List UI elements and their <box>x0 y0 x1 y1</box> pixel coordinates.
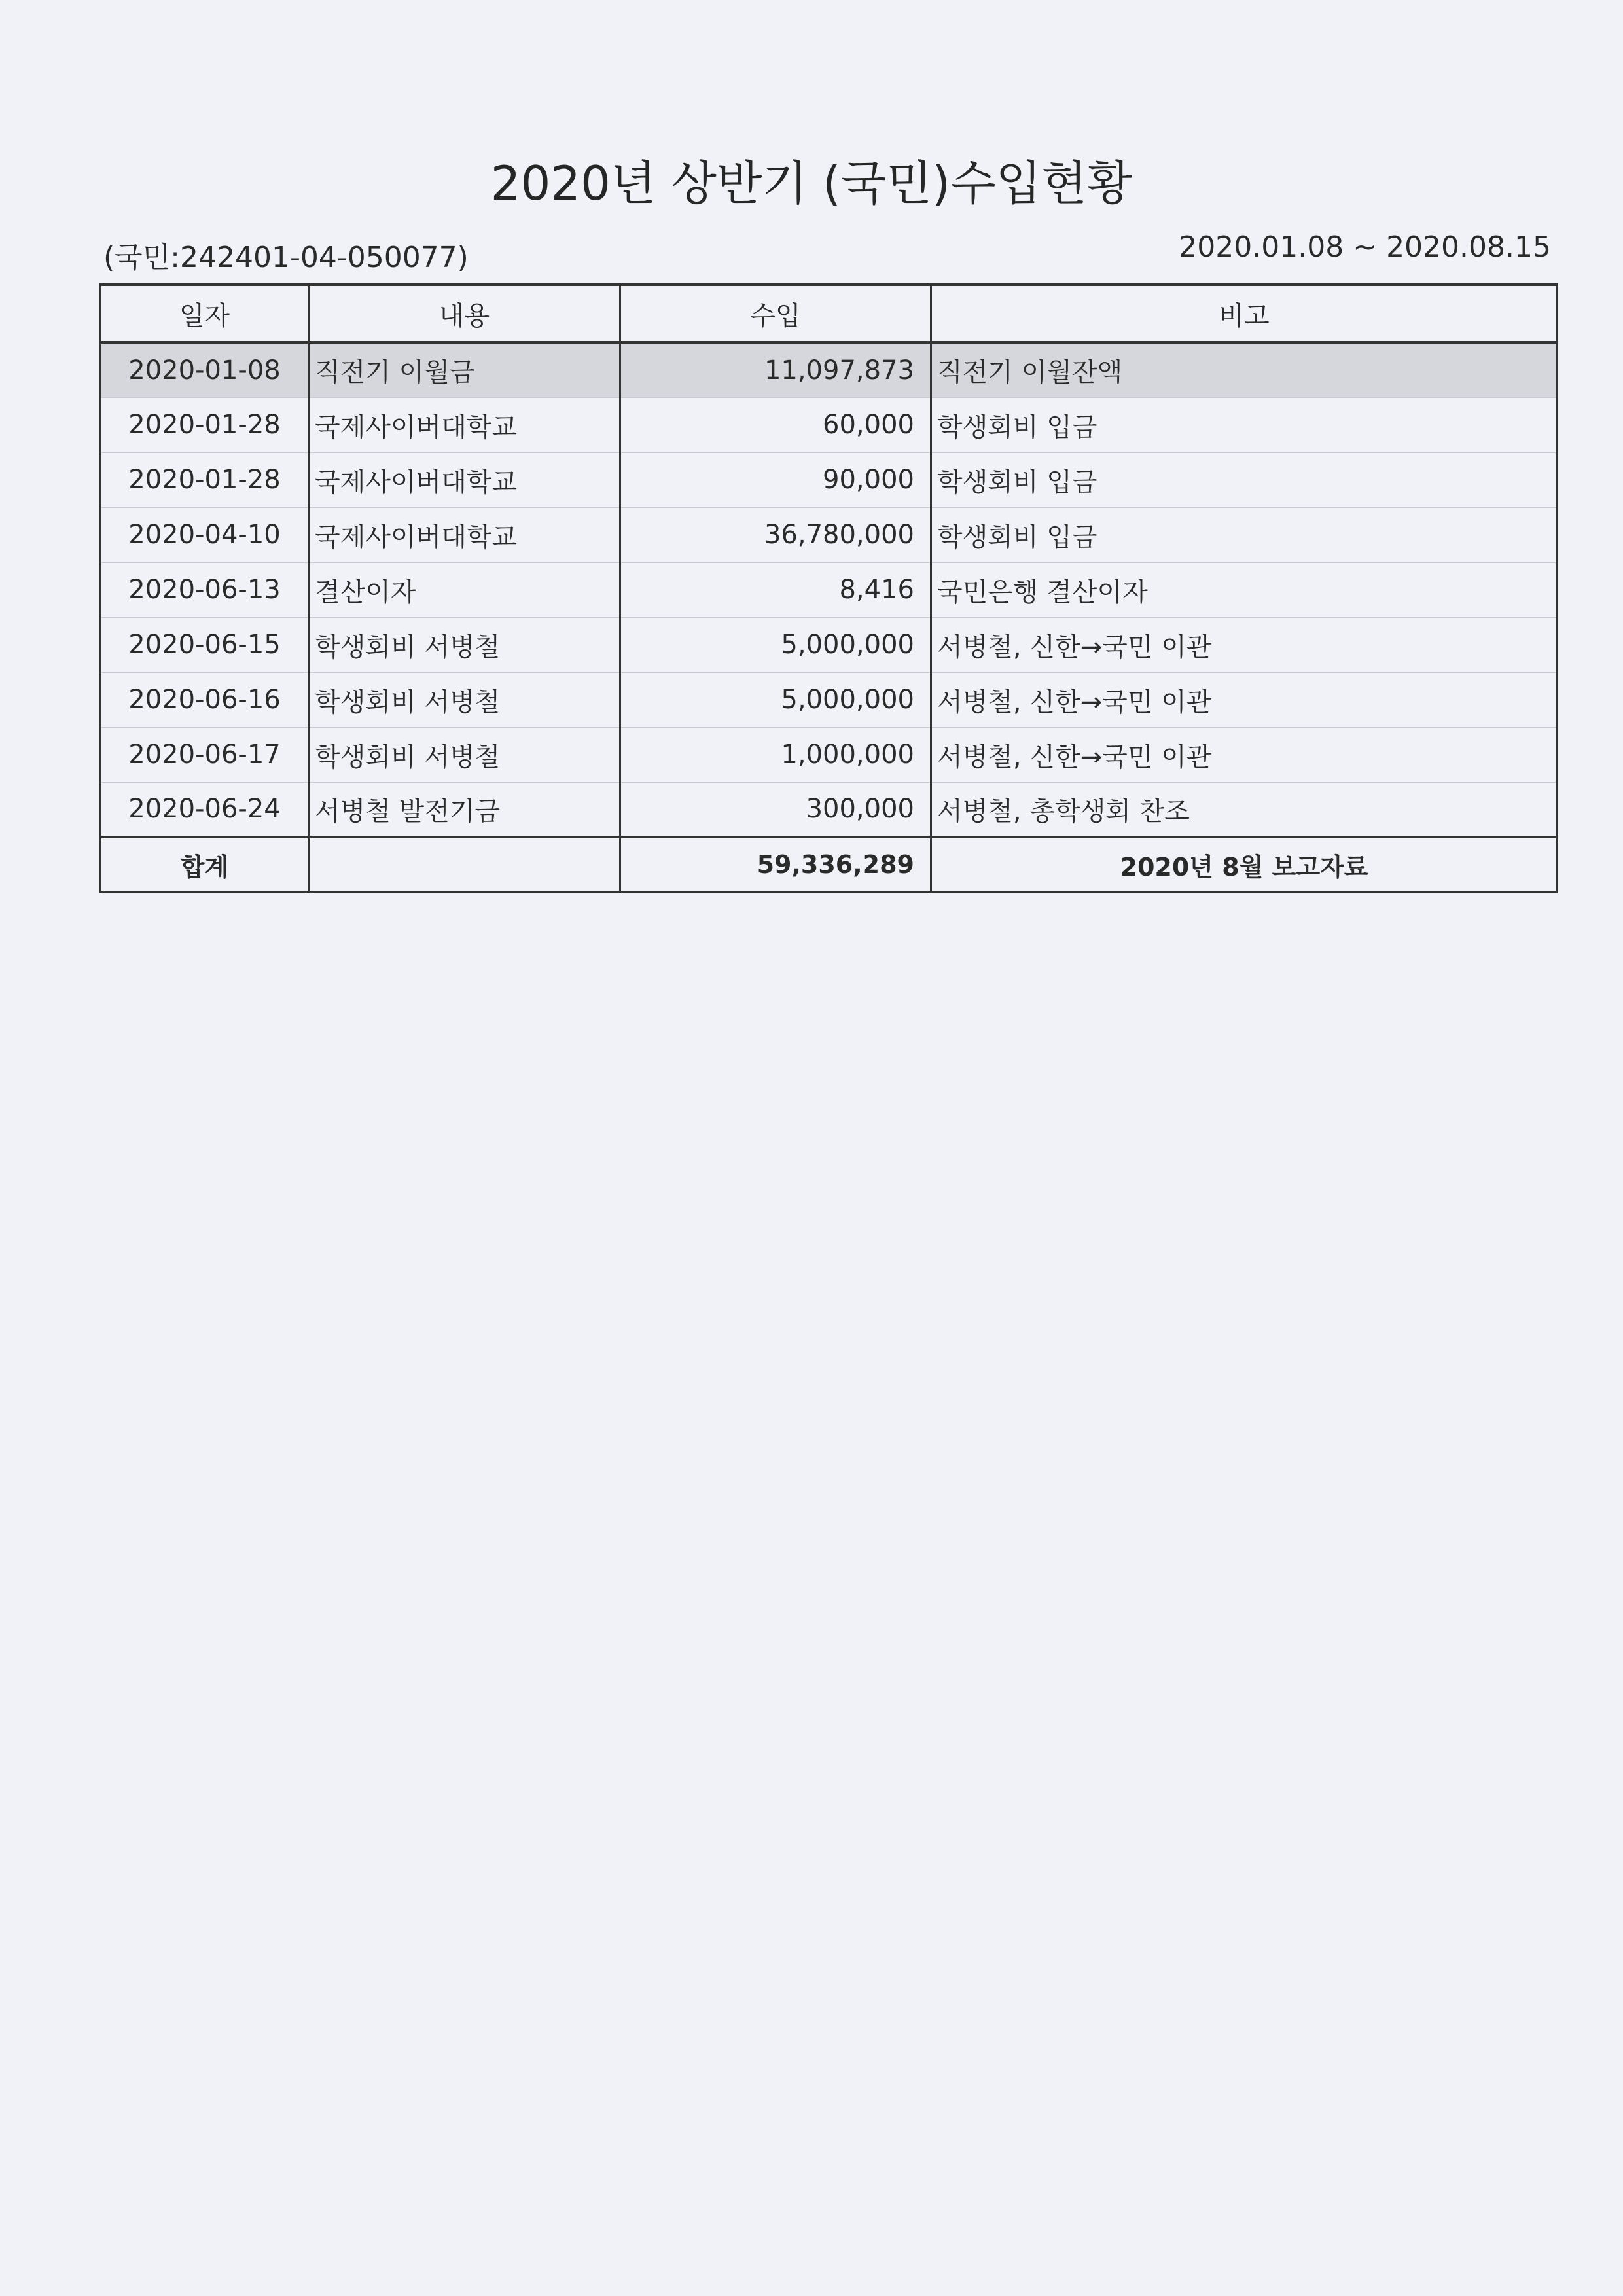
cell-amount: 8,416 <box>620 562 931 617</box>
cell-amount: 11,097,873 <box>620 342 931 397</box>
report-period: 2020.01.08 ~ 2020.08.15 <box>1179 230 1551 264</box>
document-title: 2020년 상반기 (국민)수입현황 <box>490 156 1133 211</box>
cell-amount: 1,000,000 <box>620 727 931 782</box>
table-row <box>101 672 1558 727</box>
column-header-description: 내용 <box>309 285 620 342</box>
cell-description: 직전기 이월금 <box>309 342 620 397</box>
cell-date: 2020-01-08 <box>101 342 309 397</box>
cell-description: 국제사이버대학교 <box>309 452 620 507</box>
total-amount: 59,336,289 <box>620 837 931 892</box>
table-row <box>101 782 1558 837</box>
cell-note: 서병철, 신한→국민 이관 <box>931 617 1558 672</box>
table-row <box>101 507 1558 562</box>
cell-amount: 60,000 <box>620 397 931 452</box>
cell-note: 학생회비 입금 <box>931 452 1558 507</box>
cell-note: 학생회비 입금 <box>931 507 1558 562</box>
table-row <box>101 397 1558 452</box>
table-row <box>101 617 1558 672</box>
cell-amount: 5,000,000 <box>620 672 931 727</box>
cell-date: 2020-06-15 <box>101 617 309 672</box>
cell-amount: 5,000,000 <box>620 617 931 672</box>
column-header-income: 수입 <box>620 285 931 342</box>
total-description <box>309 837 620 892</box>
total-label: 합계 <box>101 837 309 892</box>
account-number: (국민:242401-04-050077) <box>103 241 469 274</box>
cell-amount: 300,000 <box>620 782 931 837</box>
cell-description: 학생회비 서병철 <box>309 727 620 782</box>
total-note: 2020년 8월 보고자료 <box>931 837 1558 892</box>
cell-description: 학생회비 서병철 <box>309 617 620 672</box>
table-row <box>101 342 1558 397</box>
cell-description: 학생회비 서병철 <box>309 672 620 727</box>
cell-description: 결산이자 <box>309 562 620 617</box>
cell-date: 2020-06-24 <box>101 782 309 837</box>
cell-note: 서병철, 신한→국민 이관 <box>931 672 1558 727</box>
table-row <box>101 727 1558 782</box>
cell-note: 국민은행 결산이자 <box>931 562 1558 617</box>
column-header-note: 비고 <box>931 285 1558 342</box>
cell-note: 학생회비 입금 <box>931 397 1558 452</box>
income-table <box>99 283 1558 893</box>
table-row <box>101 452 1558 507</box>
cell-amount: 90,000 <box>620 452 931 507</box>
cell-description: 국제사이버대학교 <box>309 507 620 562</box>
cell-amount: 36,780,000 <box>620 507 931 562</box>
table-row <box>101 562 1558 617</box>
cell-date: 2020-01-28 <box>101 452 309 507</box>
cell-date: 2020-06-13 <box>101 562 309 617</box>
cell-note: 서병철, 총학생회 찬조 <box>931 782 1558 837</box>
cell-description: 서병철 발전기금 <box>309 782 620 837</box>
cell-date: 2020-06-17 <box>101 727 309 782</box>
cell-date: 2020-01-28 <box>101 397 309 452</box>
cell-note: 서병철, 신한→국민 이관 <box>931 727 1558 782</box>
cell-description: 국제사이버대학교 <box>309 397 620 452</box>
total-row <box>101 837 1558 892</box>
cell-note: 직전기 이월잔액 <box>931 342 1558 397</box>
table-header-row <box>101 285 1558 342</box>
cell-date: 2020-06-16 <box>101 672 309 727</box>
column-header-date: 일자 <box>101 285 309 342</box>
cell-date: 2020-04-10 <box>101 507 309 562</box>
